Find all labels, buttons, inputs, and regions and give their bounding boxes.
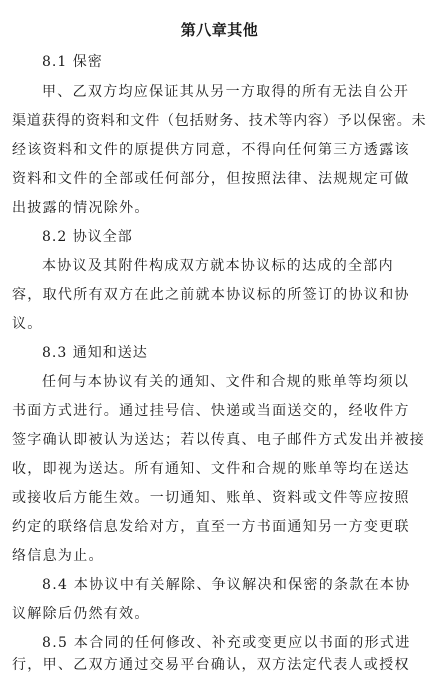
section-heading-8-2: 8.2 协议全部 [42, 229, 133, 245]
paragraph-line: 议。 [12, 316, 43, 332]
clause-8-4-line: 议解除后仍然有效。 [12, 606, 150, 622]
paragraph-line: 出披露的情况除外。 [12, 200, 150, 216]
paragraph-line: 书面方式进行。通过挂号信、快递或当面送交的，经收件方 [12, 403, 410, 419]
clause-8-5-line: 8.5 本合同的任何修改、补充或变更应以书面的形式进 [42, 635, 411, 651]
section-heading-8-3: 8.3 通知和送达 [42, 345, 148, 361]
paragraph-line: 甲、乙双方均应保证其从另一方取得的所有无法自公开 [42, 84, 410, 100]
paragraph-line: 容，取代所有双方在此之前就本协议标的所签订的协议和协 [12, 287, 410, 303]
paragraph-line: 收，即视为送达。所有通知、文件和合规的账单等均在送达 [12, 461, 410, 477]
paragraph-line: 签字确认即被认为送达；若以传真、电子邮件方式发出并被接 [12, 432, 426, 448]
paragraph-line: 渠道获得的资料和文件（包括财务、技术等内容）予以保密。未 [12, 113, 427, 129]
clause-8-5-line: 行，甲、乙双方通过交易平台确认，双方法定代表人或授权 [12, 657, 410, 673]
paragraph-line: 经该资料和文件的原提供方同意，不得向任何第三方透露该 [12, 142, 410, 158]
paragraph-line: 约定的联络信息发给对方，直至一方书面通知另一方变更联 [12, 519, 410, 535]
paragraph-line: 本协议及其附件构成双方就本协议标的达成的全部内 [42, 258, 394, 274]
paragraph-line: 资料和文件的全部或任何部分，但按照法律、法规规定可做 [12, 171, 410, 187]
chapter-title: 第八章其他 [180, 21, 259, 39]
paragraph-line: 络信息为止。 [12, 548, 104, 564]
paragraph-line: 或接收后方能生效。一切通知、账单、资料或文件等应按照 [12, 490, 410, 506]
clause-8-4-line: 8.4 本协议中有关解除、争议解决和保密的条款在本协 [42, 577, 411, 593]
section-heading-8-1: 8.1 保密 [42, 54, 103, 70]
paragraph-line: 任何与本协议有关的通知、文件和合规的账单等均须以 [42, 374, 410, 390]
